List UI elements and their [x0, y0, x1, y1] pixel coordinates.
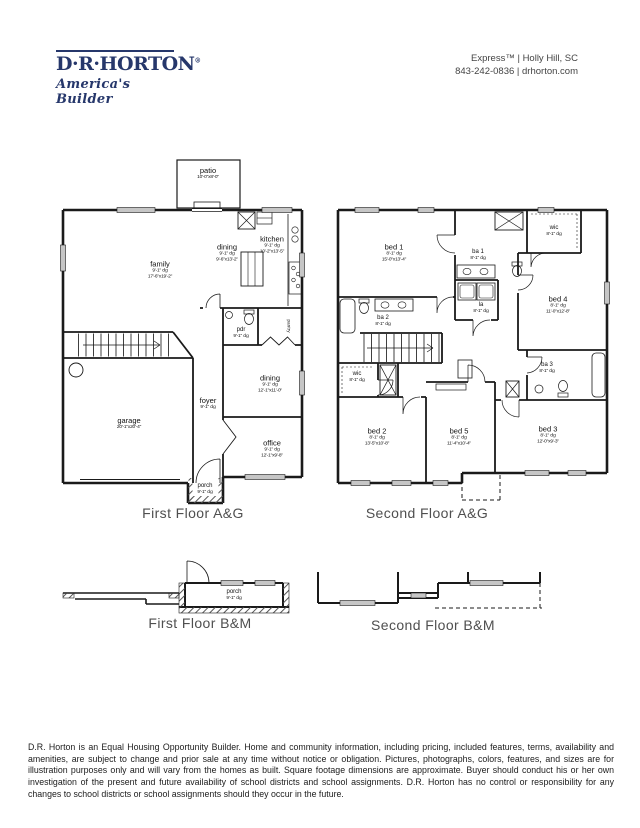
- header-phone-web-line: 843-242-0836 | drhorton.com: [455, 66, 578, 77]
- logo-rule: [56, 50, 174, 52]
- room-label-bed5: bed 5 8'-1" clg 11'-4"x10'-4": [447, 426, 471, 447]
- room-label-ba3: ba 3 8'-1" clg: [539, 361, 555, 374]
- room-label-patio: patio 10'-0"x8'-0": [197, 166, 219, 181]
- logo-title: [56, 53, 201, 75]
- room-label-ba1: ba 1 8'-1" clg: [470, 248, 486, 261]
- room-label-wic-right: wic 8'-1" clg: [546, 224, 562, 237]
- room-label-dining-front: dining 9'-1" clg 12'-1"x11'-0": [258, 373, 282, 394]
- room-label-kitchen: kitchen 9'-1" clg 10'-2"x13'-5": [259, 234, 285, 255]
- room-label-ba2: ba 2 8'-1" clg: [375, 314, 391, 327]
- room-label-bed2: bed 2 8'-1" clg 13'-5"x10'-8": [364, 426, 390, 447]
- legal-disclaimer: D.R. Horton is an Equal Housing Opportunity Builder. Home and community information, including pricing, included features, terms, availability and amenities, are subject to change and prior sale at any time without notice or obligation. Pictures, photographs, colors, features, and sizes are for illustration purposes only and will vary from the homes as built. Square footage dimensions are approximate. Buyer should conduct his or her own investigation of the present and future availability of school districts and school assignments. D.R. Horton has no control or responsibility for any changes to school districts or school assignments should they occur in the future.: [28, 742, 614, 799]
- room-label-bed3: bed 3 8'-1" clg 12'-0"x9'-3": [537, 424, 559, 445]
- first-floor-bm-walls: [63, 561, 289, 613]
- registered-mark: ®: [194, 56, 201, 65]
- room-label-porch: porch 9'-1" clg: [197, 482, 213, 495]
- room-label-pdr: pdr 9'-1" clg: [233, 326, 249, 339]
- second-floor-bm-plan: [315, 558, 555, 616]
- header-contact: [455, 52, 578, 78]
- drhorton-logo: [56, 50, 201, 107]
- room-label-foyer: foyer 9'-1" clg: [199, 396, 217, 411]
- first-floor-bm-drawing: [58, 556, 298, 618]
- header-community-line: Express™ | Holly Hill, SC: [471, 53, 578, 64]
- room-label-wic-left: wic 8'-1" clg: [349, 370, 365, 383]
- logo-tagline: America's Builder: [56, 76, 131, 107]
- caption-first-floor-ag: First Floor A&G: [142, 505, 244, 521]
- second-floor-bm-windows: [340, 581, 503, 606]
- logo-title-text: D·R·HORTON: [56, 53, 195, 75]
- room-label-laundry: la 8'-1" clg: [473, 301, 489, 314]
- room-label-garage: garage 20'-1"x20'-4": [116, 416, 142, 431]
- first-floor-bm-plan: [58, 556, 298, 618]
- room-label-porch-bm: porch 9'-1" clg: [226, 588, 242, 601]
- caption-first-floor-bm: First Floor B&M: [148, 615, 252, 631]
- room-label-dining-rear: dining 9'-1" clg 9'-6"x13'-2": [216, 242, 238, 263]
- room-label-family: family 9'-1" clg 17'-6"x19'-2": [147, 259, 173, 280]
- second-floor-bm-drawing: [315, 558, 555, 616]
- first-floor-ag-plan: [55, 158, 315, 508]
- room-label-bed1: bed 1 8'-1" clg 15'-0"x13'-4": [381, 242, 407, 263]
- second-floor-ag-plan: [333, 205, 613, 505]
- caption-second-floor-ag: Second Floor A&G: [365, 505, 489, 521]
- room-label-pantry: pantry: [285, 319, 291, 333]
- room-label-bed4: bed 4 8'-1" clg 11'-0"x12'-8": [546, 294, 570, 315]
- room-label-office: office 9'-1" clg 12'-1"x9'-8": [261, 438, 283, 459]
- caption-second-floor-bm: Second Floor B&M: [371, 617, 495, 633]
